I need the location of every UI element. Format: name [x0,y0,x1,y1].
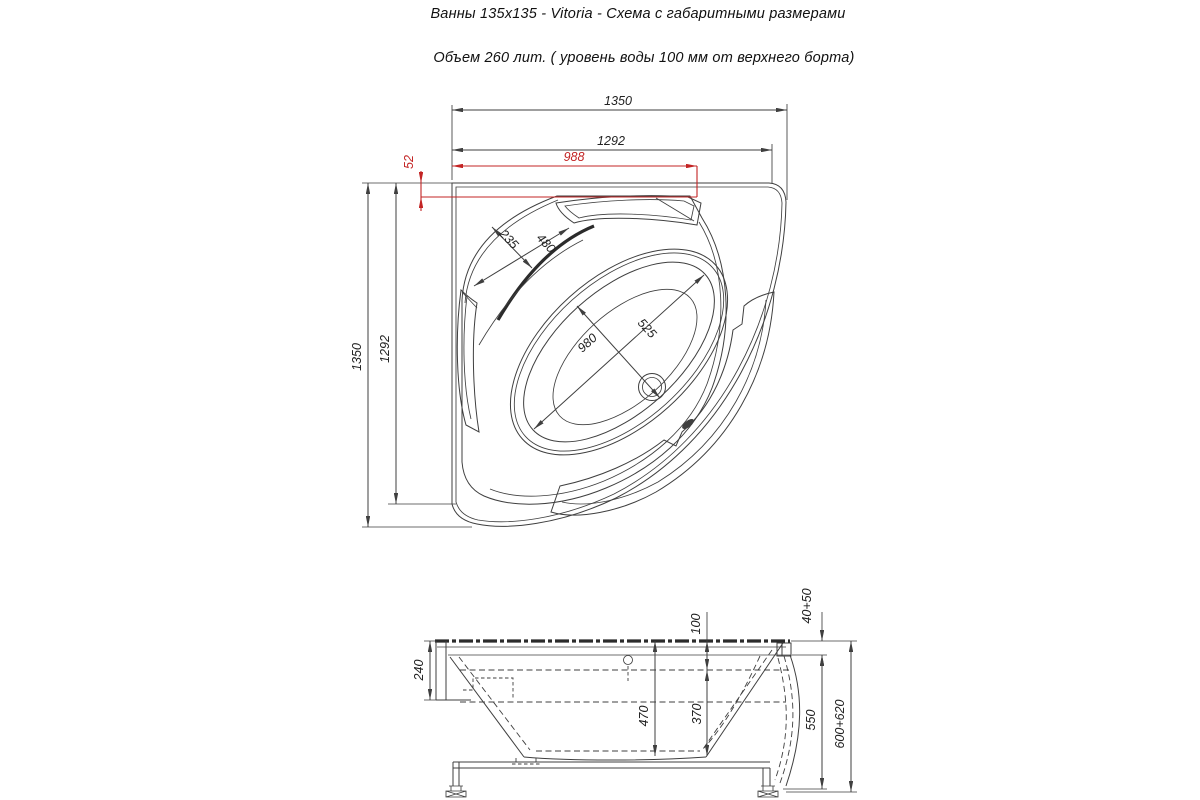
red-reference-lines [421,166,697,197]
dim-rim-offset: 52 [402,155,416,169]
arc-arm-band [551,292,774,515]
seat-contour [479,240,583,345]
side-view-drawing [412,588,857,797]
frame-leg-right [763,768,770,786]
foot-right [758,786,778,797]
dim-water-level: 100 [689,613,703,635]
dim-bowl-length: 980 [574,330,600,356]
left-wall-slope-hidden [459,657,530,750]
drain-fitting [512,758,540,764]
apron-hidden-2 [775,658,786,780]
frame-leg-left [453,762,459,786]
dim-total-height: 600+620 [833,699,847,749]
seat-step-hidden [463,678,513,700]
dim-shell-width: 1292 [597,134,625,148]
dim-bowl-width: 525 [634,315,660,341]
headrest-left [457,290,479,432]
arc-arm-band-inner [562,300,766,504]
headrest-top-inner [565,200,694,220]
dim-rim-band: 40+50 [800,588,814,624]
dim-overall-width: 1350 [604,94,632,108]
page-subtitle: Объем 260 лит. ( уровень воды 100 мм от верхнего борта) [433,50,855,66]
dim-seat-length: 480 [533,230,559,256]
dim-shell-depth: 1292 [378,335,392,363]
rim-opening-edge [462,196,726,504]
left-end-panel [436,641,471,700]
apron-outer [786,655,800,786]
foot-left [446,786,466,797]
tub-bottom [524,757,706,760]
left-wall-slope [450,657,524,757]
dim-overall-depth: 1350 [350,343,364,371]
page-title: Ванны 135x135 - Vitoria - Схема с габаритными размерами [430,6,846,22]
dim-seat-width: 235 [496,226,522,252]
dim-end-panel-height: 240 [412,659,426,681]
dim-skirt-height: 550 [804,709,818,731]
bowl-cone-edge [706,643,783,757]
top-view-drawing [350,94,787,527]
dim-inner-depth: 470 [637,705,651,727]
frame-rails [453,762,770,768]
overflow-hole [624,656,633,665]
headrest-left-fold [462,292,477,308]
headrest-left-inner [464,296,471,419]
ext-lines-top [362,104,787,527]
dim-water-depth: 370 [690,703,704,725]
bowl-cone-hidden [703,650,772,749]
dim-rim-width: 988 [563,150,585,164]
